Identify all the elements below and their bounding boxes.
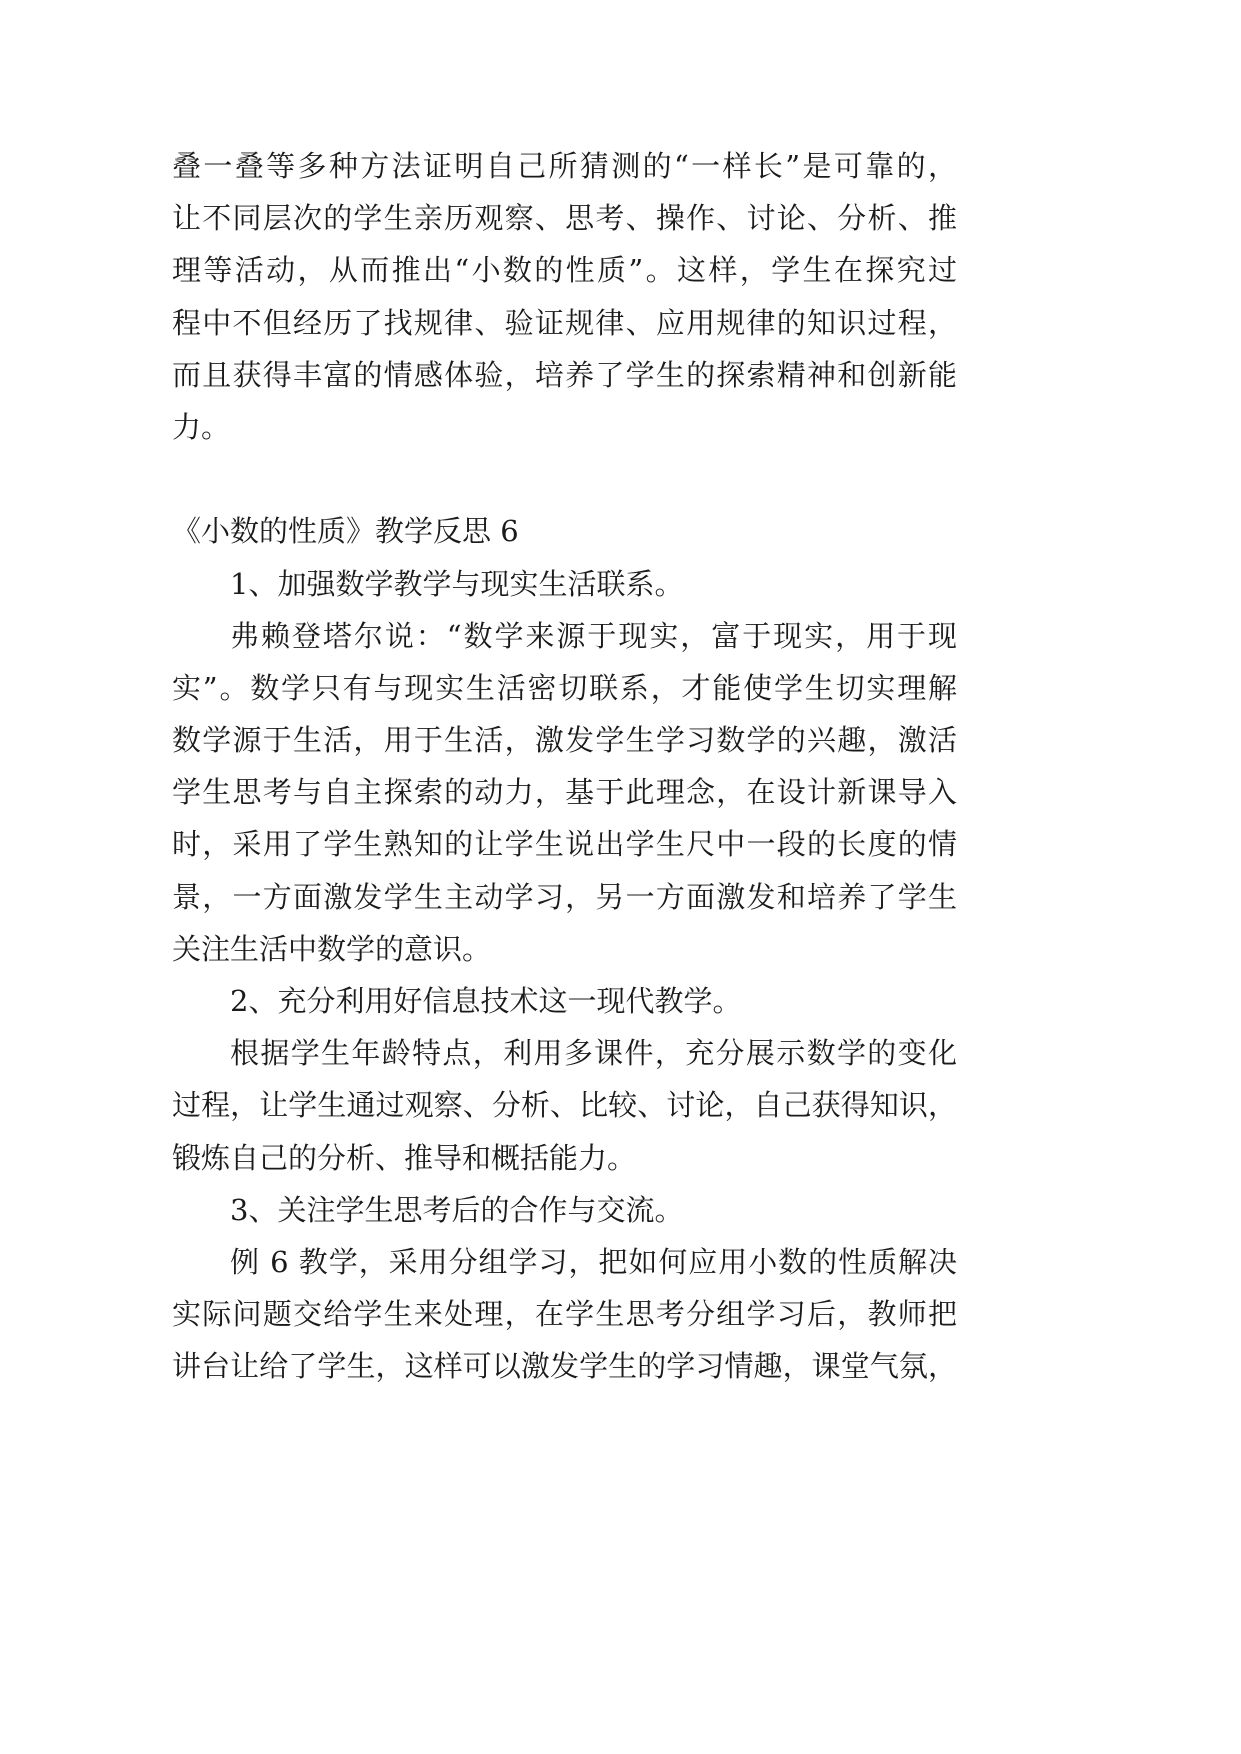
text-line: 过程，让学生通过观察、分析、比较、讨论，自己获得知识， [172,1088,957,1123]
text-line: 3、关注学生思考后的合作与交流。 [230,1192,684,1227]
paragraph [172,610,957,975]
point-heading-3 [172,1184,957,1236]
text-line: 实”。数学只有与现实生活密切联系，才能使学生切实理解 [172,670,957,705]
text-line: 时，采用了学生熟知的让学生说出学生尺中一段的长度的情 [172,827,957,862]
text-line: 理等活动，从而推出“小数的性质”。这样，学生在探究过 [172,253,957,288]
section-title: 《小数的性质》教学反思 6 [172,514,519,549]
text-line: 锻炼自己的分析、推导和概括能力。 [172,1140,637,1175]
text-line: 例 6 教学，采用分组学习，把如何应用小数的性质解决 [230,1244,957,1279]
paragraph-continued [172,140,957,453]
paragraph [172,1027,957,1184]
text-line: 数学源于生活，用于生活，激发学生学习数学的兴趣，激活 [172,723,957,758]
text-line: 弗赖登塔尔说：“数学来源于现实，富于现实，用于现 [230,618,957,653]
text-line: 关注生活中数学的意识。 [172,931,492,966]
point-heading-2 [172,975,957,1027]
paragraph [172,1236,957,1393]
document-body [172,140,957,1393]
point-heading-1 [172,558,957,610]
text-line: 学生思考与自主探索的动力，基于此理念，在设计新课导入 [172,775,957,810]
text-line: 而且获得丰富的情感体验，培养了学生的探索精神和创新能 [172,357,957,392]
text-line: 让不同层次的学生亲历观察、思考、操作、讨论、分析、推 [172,201,957,236]
text-line: 2、充分利用好信息技术这一现代教学。 [230,984,742,1018]
text-line: 力。 [172,409,231,444]
text-line: 讲台让给了学生，这样可以激发学生的学习情趣，课堂气氛， [172,1349,957,1384]
text-line: 程中不但经历了找规律、验证规律、应用规律的知识过程， [172,305,957,340]
blank-line [172,453,957,505]
text-line: 根据学生年龄特点，利用多课件，充分展示数学的变化 [230,1036,957,1071]
text-line: 景，一方面激发学生主动学习，另一方面激发和培养了学生 [172,879,957,914]
text-line: 1、加强数学教学与现实生活联系。 [230,566,684,601]
text-line: 叠一叠等多种方法证明自己所猜测的“一样长”是可靠的， [172,149,957,183]
text-line: 实际问题交给学生来处理，在学生思考分组学习后，教师把 [172,1297,957,1332]
